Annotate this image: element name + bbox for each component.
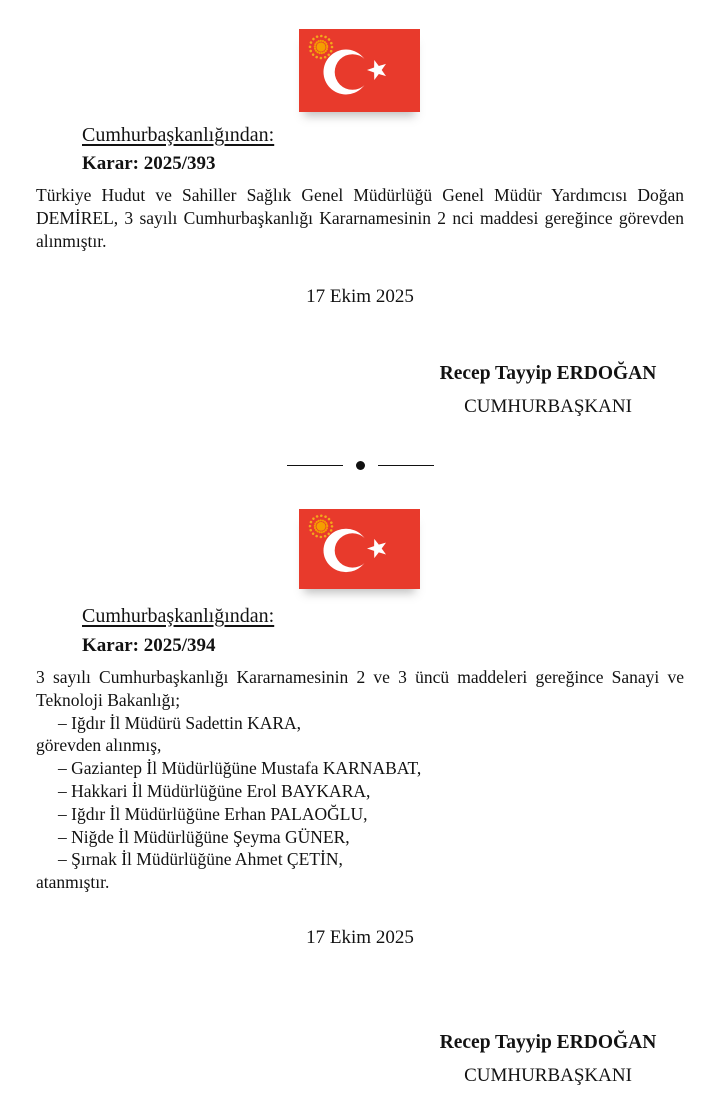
- list-item: – Niğde İl Müdürlüğüne Şeyma GÜNER,: [58, 826, 350, 847]
- body-line: Teknoloji Bakanlığı;: [36, 689, 181, 710]
- divider-dot: [356, 461, 365, 470]
- authority-heading: Cumhurbaşkanlığından:: [82, 605, 275, 627]
- signature-block: [398, 362, 698, 418]
- list-item: – Iğdır İl Müdürlüğüne Erhan PALAOĞLU,: [58, 803, 368, 824]
- body-line: alınmıştır.: [36, 230, 107, 251]
- body-line: Türkiye Hudut ve Sahiller Sağlık Genel Müdürlüğü Genel Müdür Yardımcısı Doğan: [36, 185, 684, 205]
- authority-heading: Cumhurbaşkanlığından:: [82, 124, 275, 146]
- decision-number: Karar: 2025/393: [82, 153, 216, 174]
- section-divider: [0, 458, 720, 472]
- signer-name: Recep Tayyip ERDOĞAN: [439, 1032, 657, 1053]
- list-item: – Şırnak İl Müdürlüğüne Ahmet ÇETİN,: [58, 849, 343, 870]
- decision-number: Karar: 2025/394: [82, 635, 216, 656]
- signature-block: [398, 1031, 698, 1087]
- signer-title: CUMHURBAŞKANI: [464, 396, 632, 417]
- divider-line: [287, 465, 343, 466]
- body-line: 3 sayılı Cumhurbaşkanlığı Kararnamesinin 2 ve 3 üncü maddeleri gereğince Sanayi ve: [36, 667, 684, 687]
- divider-line: [378, 465, 434, 466]
- list-item: – Gaziantep İl Müdürlüğüne Mustafa KARNABAT,: [58, 758, 422, 779]
- decree-body: [36, 666, 684, 894]
- turkish-flag-icon: [299, 29, 420, 112]
- signer-title: CUMHURBAŞKANI: [464, 1065, 632, 1086]
- list-item: – Hakkari İl Müdürlüğüne Erol BAYKARA,: [58, 780, 371, 801]
- decree-body: [36, 184, 684, 252]
- decree-date: 17 Ekim 2025: [306, 286, 414, 307]
- turkish-flag-with-presidential-sun-icon: [299, 509, 420, 589]
- body-line: DEMİREL, 3 sayılı Cumhurbaşkanlığı Kararnamesinin 2 nci maddesi gereğince görevden: [36, 207, 684, 228]
- list-item: – Iğdır İl Müdürü Sadettin KARA,: [58, 712, 302, 733]
- body-line: görevden alınmış,: [36, 735, 162, 756]
- turkish-flag-with-presidential-sun-icon: [299, 29, 420, 112]
- turkish-flag-icon: [299, 509, 420, 589]
- signer-name: Recep Tayyip ERDOĞAN: [439, 363, 657, 384]
- body-line: atanmıştır.: [36, 872, 110, 893]
- decree-date: 17 Ekim 2025: [306, 927, 414, 948]
